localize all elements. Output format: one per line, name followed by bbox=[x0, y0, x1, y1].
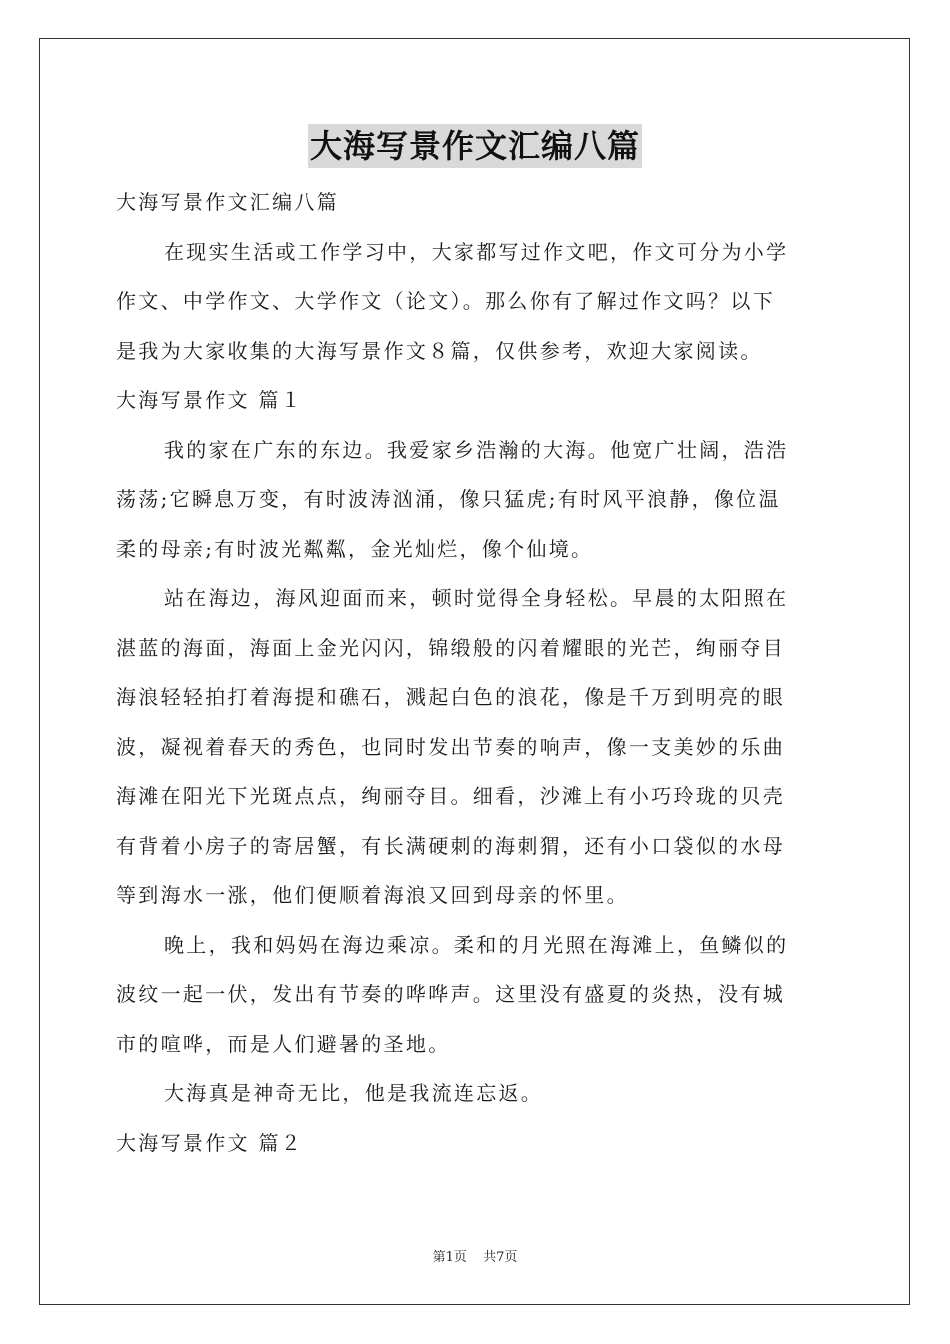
paragraph-line: 市的喧哗，而是人们避暑的圣地。 bbox=[116, 1031, 451, 1056]
intro-line-2: 作文、中学作文、大学作文（论文）。那么你有了解过作文吗？以下 bbox=[116, 289, 775, 313]
paragraph-line: 柔的母亲;有时波光粼粼，金光灿烂，像个仙境。 bbox=[116, 536, 594, 561]
page-number: 第1页 bbox=[432, 1250, 467, 1265]
section-heading-1: 大海写景作文 篇１ bbox=[116, 388, 304, 412]
page-footer bbox=[0, 1246, 950, 1265]
title-container bbox=[0, 124, 950, 168]
paragraph-line: 波纹一起一伏，发出有节奏的哗哗声。这里没有盛夏的炎热，没有城 bbox=[116, 982, 785, 1006]
intro-line-1: 在现实生活或工作学习中，大家都写过作文吧，作文可分为小学 bbox=[164, 239, 789, 264]
paragraph-line: 湛蓝的海面，海面上金光闪闪，锦缎般的闪着耀眼的光芒，绚丽夺目 bbox=[116, 635, 785, 660]
paragraph-line: 我的家在广东的东边。我爱家乡浩瀚的大海。他宽广壮阔，浩浩 bbox=[164, 437, 789, 462]
document-title: 大海写景作文汇编八篇 bbox=[308, 124, 642, 168]
paragraph-line: 荡荡;它瞬息万变，有时波涛汹涌，像只猛虎;有时风平浪静，像位温 bbox=[116, 487, 781, 511]
page-total: 共7页 bbox=[483, 1250, 518, 1265]
paragraph-line: 等到海水一涨，他们便顺着海浪又回到母亲的怀里。 bbox=[116, 883, 629, 907]
paragraph-line: 站在海边，海风迎面而来，顿时觉得全身轻松。早晨的太阳照在 bbox=[164, 586, 789, 610]
paragraph-line: 有背着小房子的寄居蟹，有长满硬刺的海刺猬，还有小口袋似的水母 bbox=[116, 833, 785, 858]
paragraph-line: 大海真是神奇无比，他是我流连忘返。 bbox=[164, 1081, 544, 1105]
paragraph-line: 海浪轻轻拍打着海提和礁石，溅起白色的浪花，像是千万到明亮的眼 bbox=[116, 685, 785, 709]
paragraph-line: 晚上，我和妈妈在海边乘凉。柔和的月光照在海滩上，鱼鳞似的 bbox=[164, 932, 789, 957]
section-heading-2: 大海写景作文 篇２ bbox=[116, 1130, 304, 1155]
document-body bbox=[116, 178, 836, 1168]
paragraph-line: 海滩在阳光下光斑点点，绚丽夺目。细看，沙滩上有小巧玲珑的贝壳 bbox=[116, 784, 785, 808]
paragraph-line: 波，凝视着春天的秀色，也同时发出节奏的响声，像一支美妙的乐曲 bbox=[116, 734, 785, 759]
intro-line-3: 是我为大家收集的大海写景作文８篇，仅供参考，欢迎大家阅读。 bbox=[116, 338, 763, 363]
subtitle-line: 大海写景作文汇编八篇 bbox=[116, 190, 339, 214]
